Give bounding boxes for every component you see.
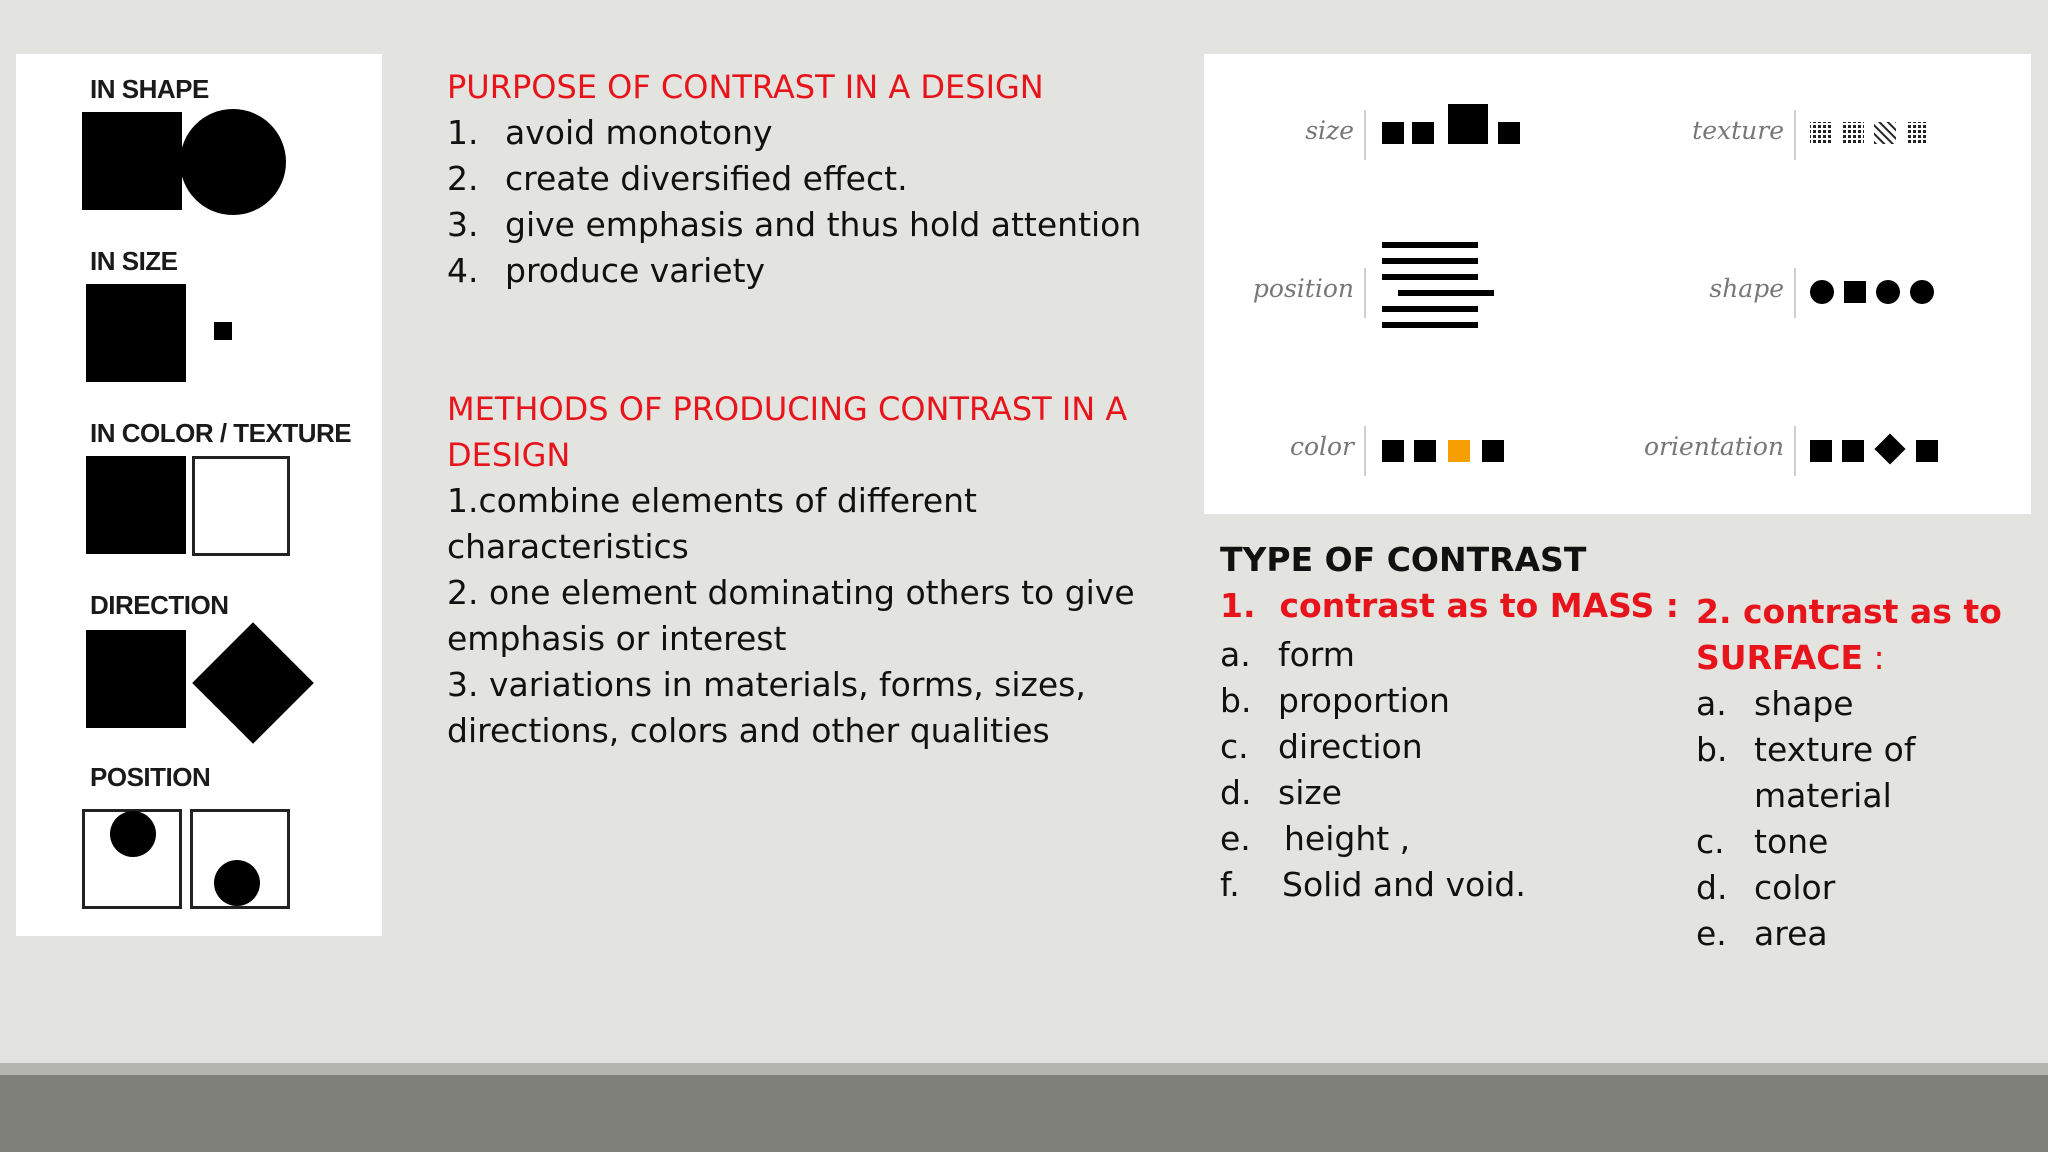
position-label: POSITION [90,762,211,792]
size-mark [1412,122,1434,144]
position-dot-1 [110,811,156,857]
position-label: position [1252,274,1354,303]
contrast-examples-panel [16,54,382,936]
color-black-square [86,456,186,554]
divider [1364,426,1366,476]
list-item: c. tone [1696,822,1829,861]
position-bar [1382,322,1478,328]
color-mark [1482,440,1504,462]
color-label: color [1289,432,1354,461]
method-2-text: 2. one element dominating others to give emphasis or interest [447,573,1135,658]
position-bar [1382,242,1478,248]
color-mark [1382,440,1404,462]
size-mark [1382,122,1404,144]
list-item: d. size [1220,773,1342,812]
shape-label: shape [1709,274,1784,303]
contrast-types-diagram [1204,54,2031,514]
type-of-contrast-heading: TYPE OF CONTRAST [1220,540,1587,579]
mass-list [1220,632,1526,908]
orientation-mark [1810,440,1832,462]
direction-square [86,630,186,728]
position-bar [1382,258,1478,264]
color-mark [1414,440,1436,462]
color-white-square [192,456,290,556]
methods-heading-line1: METHODS OF PRODUCING CONTRAST IN A [447,390,1128,428]
in-color-texture-label: IN COLOR / TEXTURE [90,418,352,448]
shape-mark-circle [1876,280,1900,304]
orientation-mark [1916,440,1938,462]
list-item: d. color [1696,868,1836,907]
direction-diamond [192,622,314,744]
list-item: 3. give emphasis and thus hold attention [447,205,1142,244]
purpose-heading: PURPOSE OF CONTRAST IN A DESIGN [447,68,1044,106]
shape-mark-circle [1910,280,1934,304]
divider [1364,110,1366,160]
orientation-mark [1842,440,1864,462]
divider [1364,268,1366,318]
position-bar [1382,306,1478,312]
list-item: 1. avoid monotony [447,113,773,152]
methods-heading-line2: DESIGN [447,436,571,474]
list-item: 2. create diversified effect. [447,159,908,198]
surface-list [1696,681,1996,957]
orientation-label: orientation [1643,432,1784,461]
method-1-text: 1.combine elements of different characteristics [447,481,977,566]
list-item: a. shape [1696,684,1854,723]
position-dot-2 [214,860,260,906]
divider [1794,268,1796,318]
shape-mark-square [1844,281,1866,303]
texture-pattern-icon [1808,120,1938,146]
list-item: e. height , [1220,819,1411,858]
method-3-text: 3. variations in materials, forms, sizes, directions, colors and other qualities [447,665,1086,750]
mass-heading: 1. contrast as to MASS : [1220,586,1679,625]
footer-band [0,1063,2048,1152]
in-shape-label: IN SHAPE [90,74,209,104]
surface-heading: 2. contrast as to SURFACE : [1696,592,2002,677]
in-size-label: IN SIZE [90,246,178,276]
list-item: a. form [1220,635,1355,674]
shape-square [82,112,182,210]
shape-mark-circle [1810,280,1834,304]
size-label: size [1305,116,1354,145]
texture-label: texture [1692,116,1784,145]
size-mark [1498,122,1520,144]
size-large-square [86,284,186,382]
size-mark-large [1448,104,1488,144]
size-small-square [214,322,232,340]
divider [1794,110,1796,160]
position-bar-offset [1398,290,1494,296]
list-item: b. texture of material [1696,730,1916,815]
list-item: 4. produce variety [447,251,766,290]
list-item: c. direction [1220,727,1423,766]
shape-circle [180,109,286,215]
list-item: b. proportion [1220,681,1450,720]
orientation-mark-rotated [1874,433,1905,464]
purpose-list [447,110,1141,294]
position-bar [1382,274,1478,280]
color-mark-accent [1448,440,1470,462]
divider [1794,426,1796,476]
direction-label: DIRECTION [90,590,229,620]
list-item: e. area [1696,914,1828,953]
list-item: f. Solid and void. [1220,865,1526,904]
